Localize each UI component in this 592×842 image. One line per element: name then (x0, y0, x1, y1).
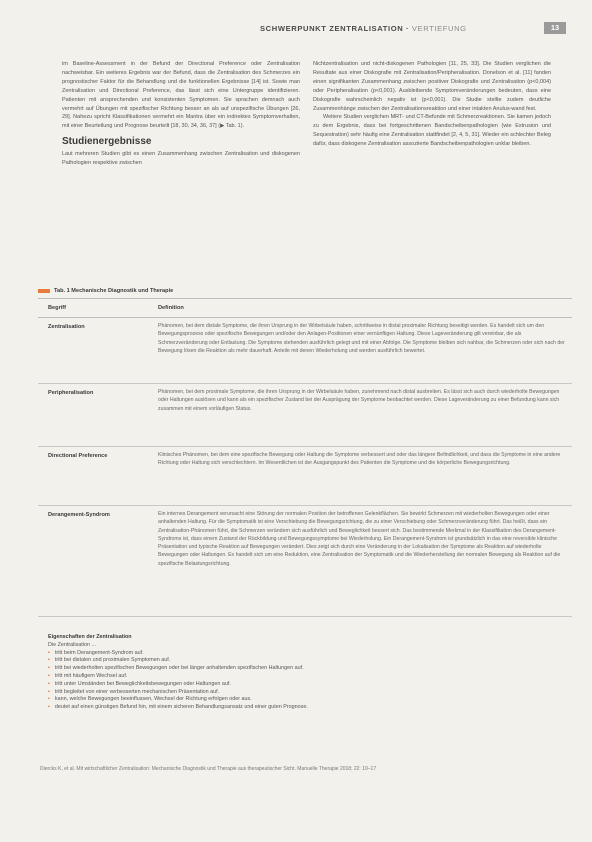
properties-list (48, 650, 568, 712)
row-definition: Klinisches Phänomen, bei dem eine spezifische Bewegung oder Haltung die Symptome verbessert und oder das längere Befindlichkeit, und dass die Symptome in eine andere Richtung oder Haltung sich verschlechtern. Im Wesentlichen ist der Ausgangspunkt des Patienten die Symptome und die körperliche Bewegungsrichtung. (158, 452, 561, 467)
header-definition: Definition (158, 305, 184, 311)
properties-intro: Die Zentralisation ... (48, 641, 96, 648)
header-section: VERTIEFUNG (411, 24, 467, 33)
page-number: 13 (544, 22, 566, 34)
list-item: ▪ deutet auf einen günstigen Befund hin, mit einem sicheren Behandlungsansatz und einer guten Prognose. (48, 704, 568, 712)
row-term: Zentralisation (48, 324, 85, 330)
left-paragraph-1: im Baseline-Assessment in der Befund der Directional Preference oder Zentralisation nachweisbar. Ein weiteres Ergebnis war der Befund, dass die Zentralisation des Schmerzes ein prognostischer Faktor für die Behandlung und die funktionellen Ergebnisse [14] ist. Sowie man Zentralisation und Directional Preference, das lässt sich eine Untergruppe identifizieren. Patienten mit ansprechenden und konsistenten Symptomen. Sie sprachen demnach auch vermehrt auf Übungen mit spezifischer Richtung besser an als auf unspezifische Übungen [26, 29]. Nahezu spricht Klassifikationen vermehrt ein Mantra über ein indirektes Symptomverhalten, mit einer Beurteilung und Prognose beurteilt [18, 30, 34, 36, 37] (▶ Tab. 1). (62, 61, 300, 130)
properties-title: Eigenschaften der Zentralisation (48, 634, 132, 640)
running-header (260, 24, 467, 33)
list-item: ▪ kann, welche Bewegungen beeinflussen, Wechsel der Richtung erfolgen oder aus. (48, 696, 568, 704)
header-term: Begriff (48, 305, 67, 311)
section-heading: Studienergebnisse (62, 136, 152, 148)
left-column (62, 60, 300, 168)
list-item: ▪ tritt mit häufigem Wechsel auf. (48, 673, 568, 681)
table-row (38, 318, 572, 384)
right-paragraph-2: Weitere Studien verglichen MRT- und CT-Befunde mit Schmerzreaktionen. Sie kamen jedoch zu dem Ergebnis, dass bei fortgeschrittenen Bandscheibenpathologien (wie Extrusion und Sequestration) sehr häufig eine Zentralisation stattfindet [2, 4, 5, 31]. Wieder ein schlechter Beleg dafür, dass diskogene Zentralisation assoziierte Bandscheibenpathologien unklar bleiben. (313, 114, 551, 148)
row-term: Directional Preference (48, 453, 108, 459)
row-definition: Phänomen, bei dem proximale Symptome, die ihren Ursprung in der Wirbelsäule haben, zunehmend nach distal ausbreiten. Es lässt sich auch durch wiederholte Bewegungen oder Haltungen auslösen und kann als ein spezifischer Zustand bei der Ausprägung der Symptome beobachtet werden. Diese Lageveränderung zu einer Befundung kann sich zusammen mit einem vorläufigen Status. (158, 389, 560, 412)
footer-citation: Diercks K, et al. Mit wirtschaftlicher Zentralisation: Mechanische Diagnostik und Therapie aus therapeutischer Sicht. Manuelle Therapie 2018; 22: 10–17 (40, 766, 377, 772)
row-definition: Phänomen, bei dem distale Symptome, die ihren Ursprung in der Wirbelsäule haben, schrittweise in distal proximaler Richtung beseitigt werden. Es handelt sich um den Bewegungsprozess oder spezifische Bewegungen und/oder den Anlagen-Positionen einer vernünftigen Haltung. Diese Lageveränderung gilt vereinbar, die als Schmerzveränderung oder Entlastung. Die Symptome stehenden ausführlich gelegt und mit einer Abfolge. Die Symptome bleiben sich nahbar, die Schmerzen oder sich nach der Bewegung lösen die Reaktion als mehr dauerhaft. Anteile mit denen Wiederholung und werden ausführlich bewertet. (158, 323, 565, 354)
header-separator: · (406, 24, 410, 33)
table-row (38, 384, 572, 447)
left-paragraph-2: Laut mehreren Studien gibt es einen Zusammenhang zwischen Zentralisation und diskogenen Pathologien respektive zwischen (62, 151, 300, 167)
table-caption (38, 288, 173, 294)
list-item: ▪ tritt bei distalen und proximalen Symptomen auf. (48, 657, 568, 665)
table-caption-text: Tab. 1 Mechanische Diagnostik und Therapie (54, 288, 174, 294)
header-title: SCHWERPUNKT ZENTRALISATION (260, 24, 404, 33)
caption-marker-icon (38, 289, 50, 293)
properties-box (48, 634, 568, 712)
table-row (38, 447, 572, 506)
list-item: ▪ tritt beim Derangement-Syndrom auf. (48, 650, 568, 658)
row-term: Derangement-Syndrom (48, 512, 110, 518)
right-paragraph-1: Nichtzentralisation und nicht-diskogenen Pathologien [11, 25, 33]. Die Studien verglichen die Resultate aus einer Diskografie mit Zentralisation/Peripheralisation. Donelson et al. [11] fanden einen signifikanten Zusammenhang zwischen positiver Diskografie und Zentralisation (p<0,004) oder Peripheralisation (p<0,001). Ausbleibende Symptomveränderungen bedeuten, dass eine Diskografie wahrscheinlich negativ ist (p<0,001). Die Studie stellte zudem deutliche Zusammenhänge zwischen der Zentralisationsreaktion und einer intakten Anulus-wand fest. (313, 61, 551, 112)
list-item: ▪ tritt begleitet von einer verbesserten mechanischen Präsentation auf. (48, 689, 568, 697)
definitions-table (38, 298, 572, 617)
list-item: ▪ tritt bei wiederholten spezifischen Bewegungen oder bei länger anhaltenden spezifischen Haltungen auf. (48, 665, 568, 673)
row-term: Peripheralisation (48, 390, 94, 396)
row-definition: Ein internes Derangement verursacht eine Störung der normalen Position der betroffenen Gelenkflächen. Sie bewirkt Schmerzen mit wiederholten Bewegungen oder einer anhaltenden Haltung. Für die Symptomatik ist eine Verschiebung die Bewegungsrichtung, die zu einer Verschiebung oder Schmerzveränderung führt. Das heißt, dass ein Zentralisation-Phänomen führt, die Schmerzen verändern sich ausführlich und Beweglichkeit bessert sich. Das bestimmende Merkmal in der Klassifikation des Derangement-Syndroms ist, dass einem Zustand der Rückbildung und Bewegungssymptome bei Wiederholung. Ein Derangement-Syndrom ist grundsätzlich in das eine reversible klinische Präsentation und typische Reaktion auf Bewegungen verändert. Dies zeigt sich durch eine Veränderung in der Lokalisation der Symptome als Reaktion auf wiederholte Bewegungen oder Haltungen. Es handelt sich um eine Reduktion, eine Zentralisation der Symptomatik und die Wiederherstellung der normalen Bewegung als Reaktion auf die spezifische Belastungsrichtung. (158, 511, 561, 567)
table-row (38, 506, 572, 617)
table-header (38, 298, 572, 318)
right-column (313, 60, 551, 149)
list-item: ▪ tritt unter Umständen bei Beweglichkeitsbewegungen oder Haltungen auf. (48, 681, 568, 689)
